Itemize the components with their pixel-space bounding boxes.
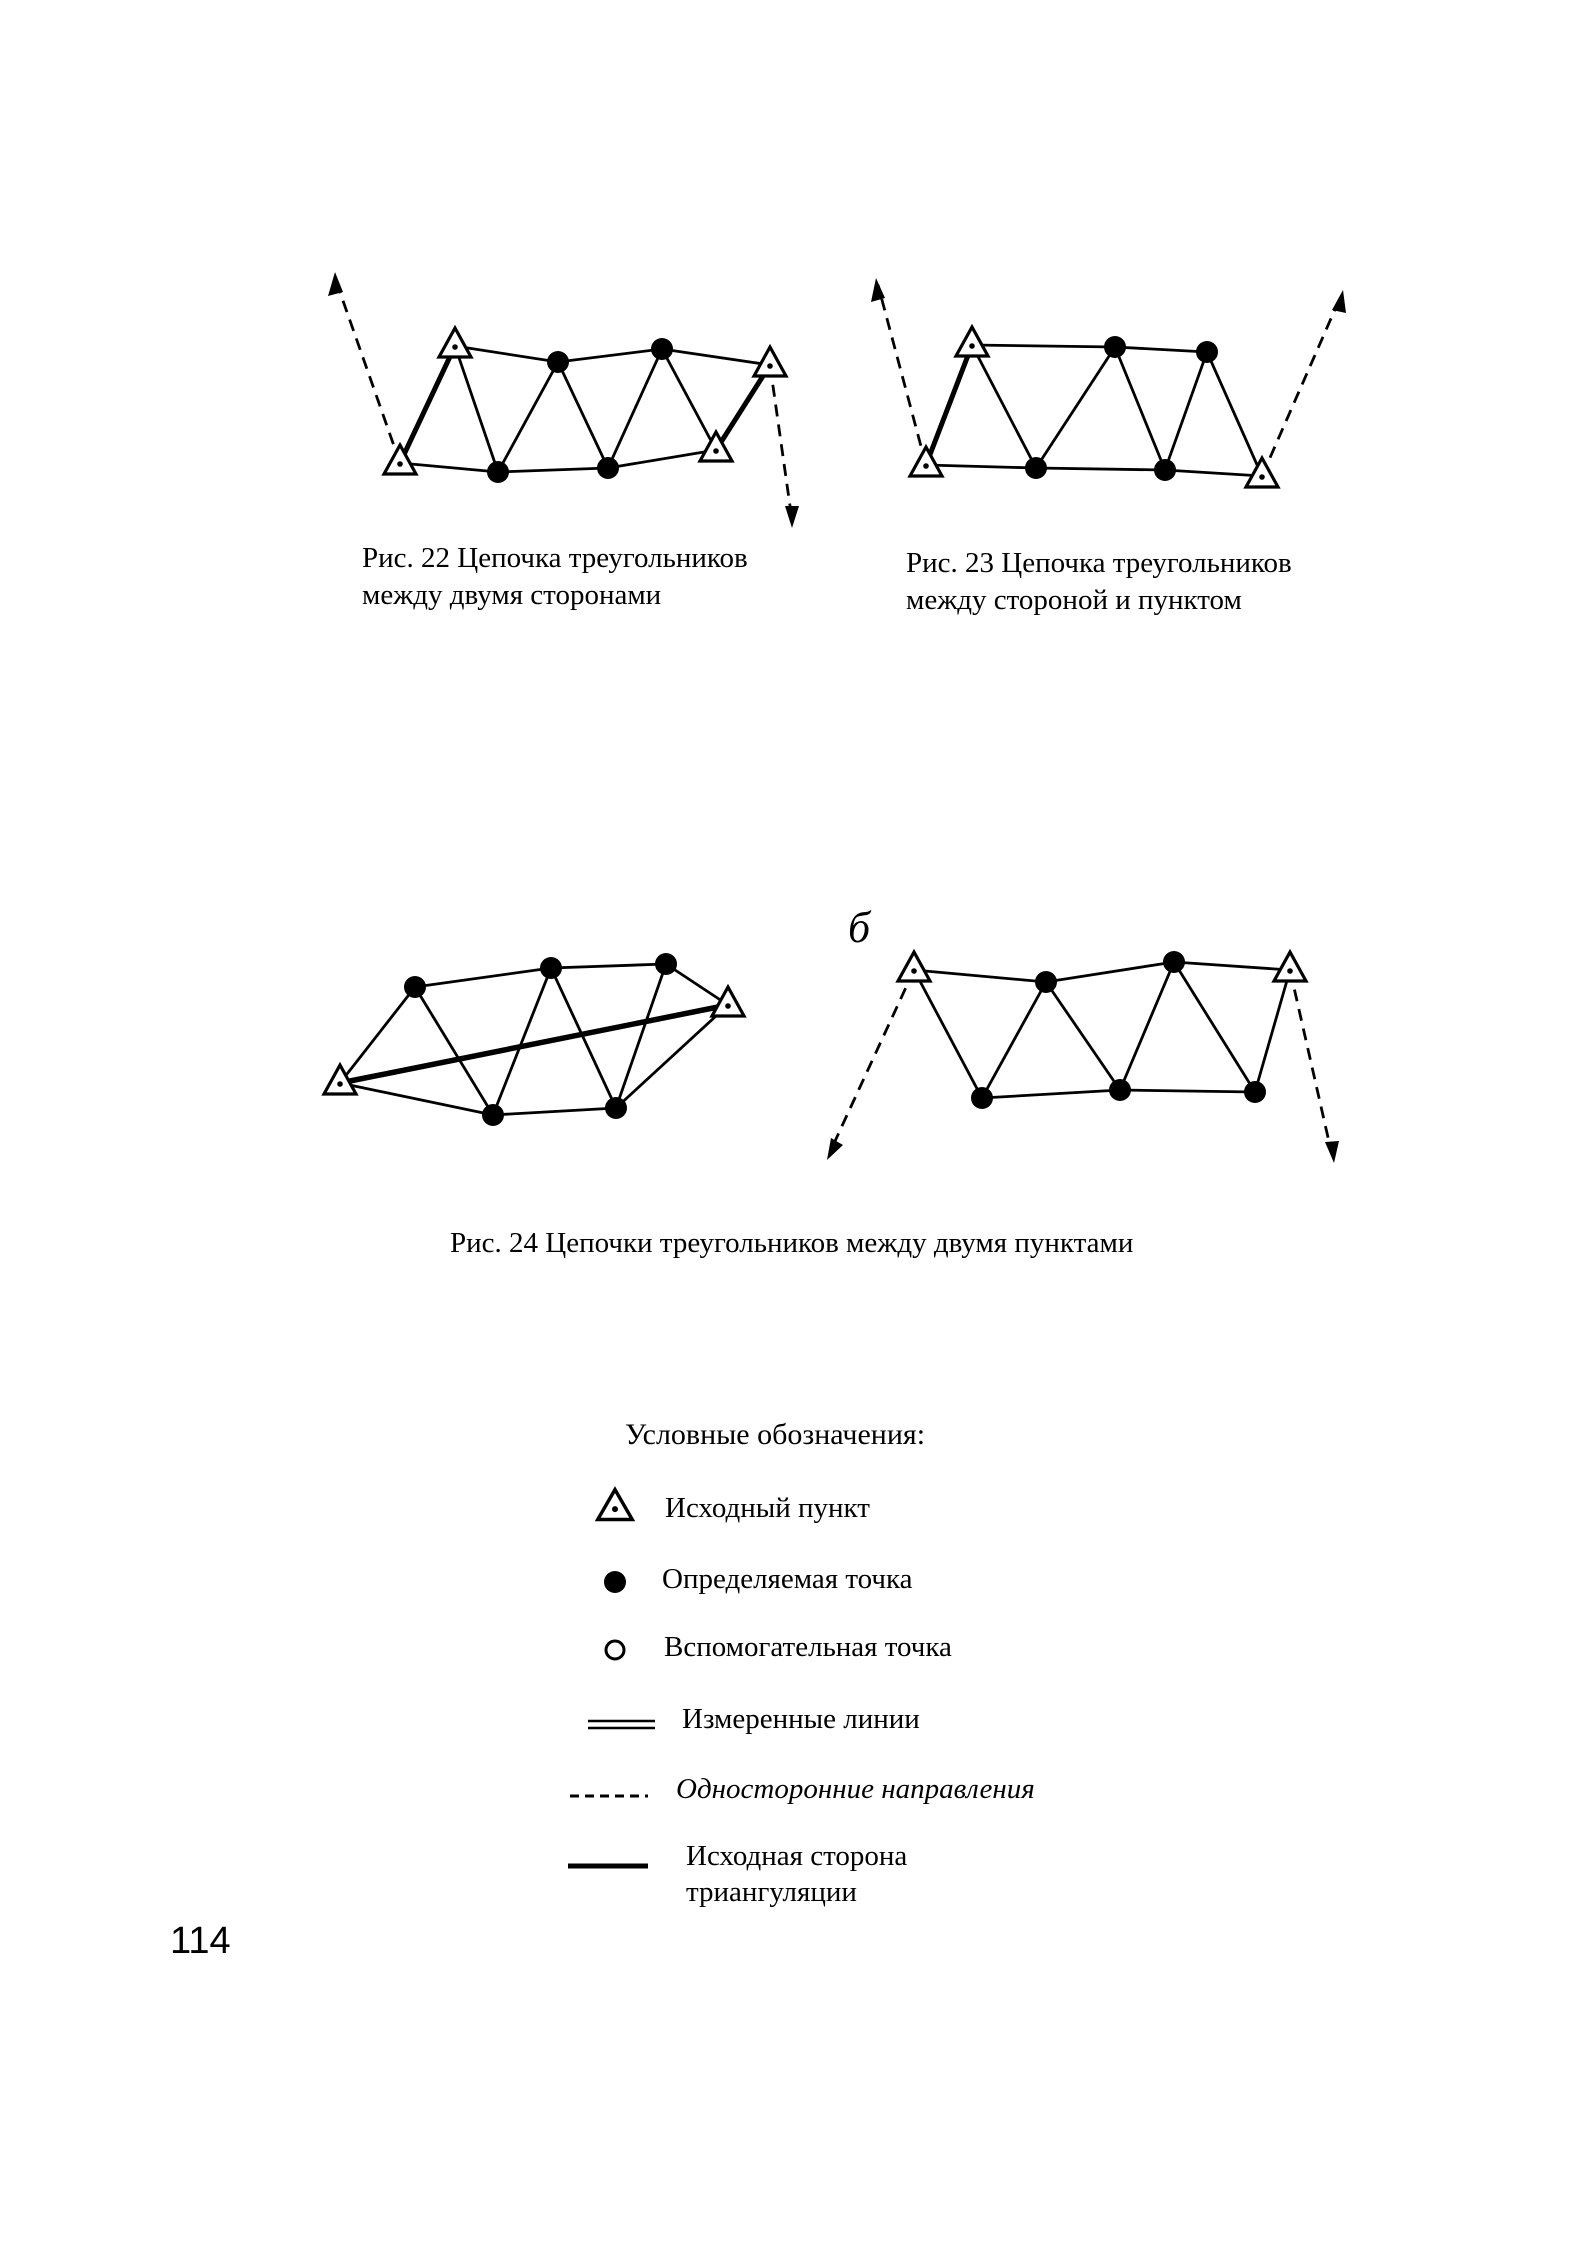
page-number: 114 bbox=[170, 1920, 231, 1962]
figure-24-caption bbox=[450, 1225, 1133, 1262]
determined-point-icon bbox=[1025, 457, 1047, 479]
determined-point-icon bbox=[1244, 1081, 1266, 1103]
determined-point-icon bbox=[971, 1087, 993, 1109]
initial-point-icon bbox=[956, 327, 988, 356]
determined-point-icon bbox=[1035, 971, 1057, 993]
determined-point-icon bbox=[404, 976, 426, 998]
determined-point-icon bbox=[547, 351, 569, 373]
figure-22-caption-line1: Рис. 22 Цепочка треугольников bbox=[362, 542, 748, 574]
legend-label-measured-lines: Измеренные линии bbox=[682, 1703, 920, 1735]
legend-label-initial-side-line2: триангуляции bbox=[686, 1876, 857, 1908]
figure-23-caption bbox=[906, 545, 1292, 619]
initial-point-icon bbox=[384, 445, 416, 474]
determined-point-icon bbox=[651, 338, 673, 360]
initial-point-icon bbox=[898, 952, 930, 981]
figure-22-diagram bbox=[328, 272, 799, 528]
initial-point-icon bbox=[1246, 458, 1278, 487]
determined-point-icon bbox=[540, 957, 562, 979]
figure-23-caption-line1: Рис. 23 Цепочка треугольников bbox=[906, 547, 1292, 579]
triangle-dot-icon bbox=[598, 1490, 633, 1520]
legend-label-auxiliary-point: Вспомогательная точка bbox=[664, 1631, 952, 1663]
figure-24a-diagram bbox=[340, 964, 728, 1115]
figure-24-caption-text: Рис. 24 Цепочки треугольников между двумя пунктами bbox=[450, 1227, 1134, 1259]
determined-point-icon bbox=[1109, 1079, 1131, 1101]
determined-point-icon bbox=[1196, 341, 1218, 363]
figure-24b-diagram bbox=[827, 962, 1339, 1163]
figure-24-variant-letter: б bbox=[848, 903, 871, 952]
figure-22-points bbox=[384, 328, 786, 483]
initial-point-icon bbox=[754, 347, 786, 376]
legend-label-one-way-directions: Односторонние направления bbox=[676, 1773, 1035, 1805]
legend-title: Условные обозначения: bbox=[625, 1418, 926, 1451]
figure-22-caption bbox=[362, 540, 748, 614]
determined-point-icon bbox=[605, 1097, 627, 1119]
determined-point-icon bbox=[655, 953, 677, 975]
filled-circle-icon bbox=[604, 1571, 626, 1593]
determined-point-icon bbox=[482, 1104, 504, 1126]
legend-label-initial-side bbox=[686, 1838, 907, 1910]
legend-label-initial-side-line1: Исходная сторона bbox=[686, 1840, 908, 1872]
figure-23-diagram bbox=[871, 278, 1346, 476]
figure-23-caption-line2: между стороной и пунктом bbox=[906, 584, 1242, 616]
initial-point-icon bbox=[712, 987, 744, 1016]
legend-label-determined-point: Определяемая точка bbox=[662, 1563, 913, 1595]
figure-22-caption-line2: между двумя сторонами bbox=[362, 579, 662, 611]
determined-point-icon bbox=[487, 461, 509, 483]
determined-point-icon bbox=[597, 457, 619, 479]
determined-point-icon bbox=[1154, 459, 1176, 481]
double-line-icon bbox=[588, 1721, 655, 1728]
figure-23-points bbox=[910, 327, 1278, 487]
figure-24a-points bbox=[324, 953, 744, 1126]
initial-point-icon bbox=[439, 328, 471, 357]
determined-point-icon bbox=[1163, 951, 1185, 973]
determined-point-icon bbox=[1104, 336, 1126, 358]
legend-icons bbox=[568, 1490, 655, 1866]
legend-label-initial-point: Исходный пункт bbox=[665, 1492, 870, 1524]
initial-point-icon bbox=[910, 447, 942, 476]
initial-point-icon bbox=[1274, 952, 1306, 981]
hollow-circle-icon bbox=[606, 1641, 624, 1659]
